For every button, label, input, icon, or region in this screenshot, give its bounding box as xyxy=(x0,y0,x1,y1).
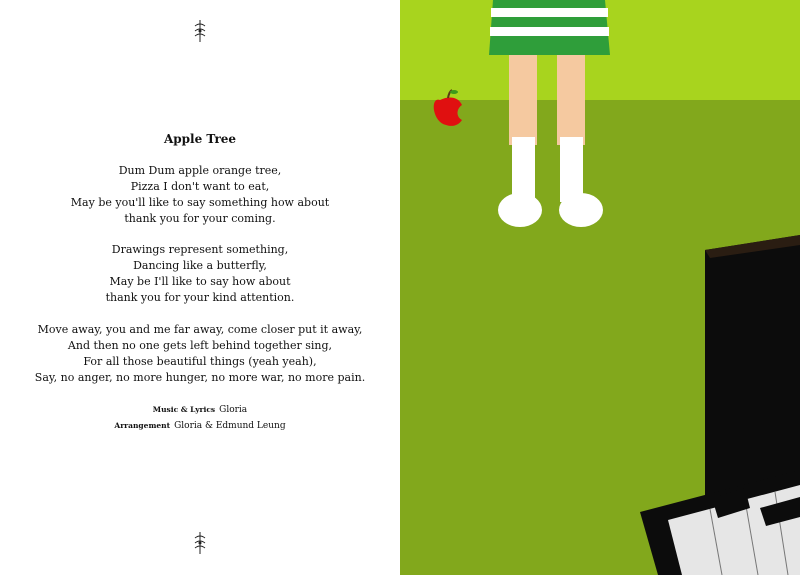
lyric-line: thank you for your kind attention. xyxy=(105,291,295,304)
lyric-line: For all those beautiful things (yeah yeah), xyxy=(83,355,317,368)
lyric-line: thank you for your coming. xyxy=(124,212,276,225)
lyric-line: Dum Dum apple orange tree, xyxy=(118,164,282,177)
ornament-icon xyxy=(191,532,209,554)
credit-music-label: Music & Lyrics xyxy=(152,405,216,414)
illustration xyxy=(400,0,800,575)
illustration-page xyxy=(400,0,800,575)
lyric-line: Pizza I don't want to eat, xyxy=(130,180,270,193)
credit-arrangement-value: Gloria & Edmund Leung xyxy=(174,421,286,431)
lyric-line: And then no one gets left behind together sing, xyxy=(67,339,333,352)
stanza-1 xyxy=(0,163,400,227)
striped-skirt xyxy=(489,0,610,55)
lyric-line: Drawings represent something, xyxy=(111,243,289,256)
ornament-icon xyxy=(191,20,209,42)
lyric-line: May be you'll like to say something how about xyxy=(70,196,330,209)
lyric-line: Dancing like a butterfly, xyxy=(133,259,267,272)
credit-arrangement xyxy=(0,421,400,431)
stanza-2 xyxy=(0,242,400,306)
lyric-line: Move away, you and me far away, come closer put it away, xyxy=(37,323,363,336)
credit-music xyxy=(0,405,400,415)
credit-arrangement-label: Arrangement xyxy=(114,421,171,430)
credit-music-value: Gloria xyxy=(219,405,248,415)
stanza-3 xyxy=(0,322,400,386)
song-title: Apple Tree xyxy=(163,132,237,146)
lyric-line: Say, no anger, no more hunger, no more war, no more pain. xyxy=(34,371,366,384)
lyric-line: May be I'll like to say how about xyxy=(109,275,291,288)
